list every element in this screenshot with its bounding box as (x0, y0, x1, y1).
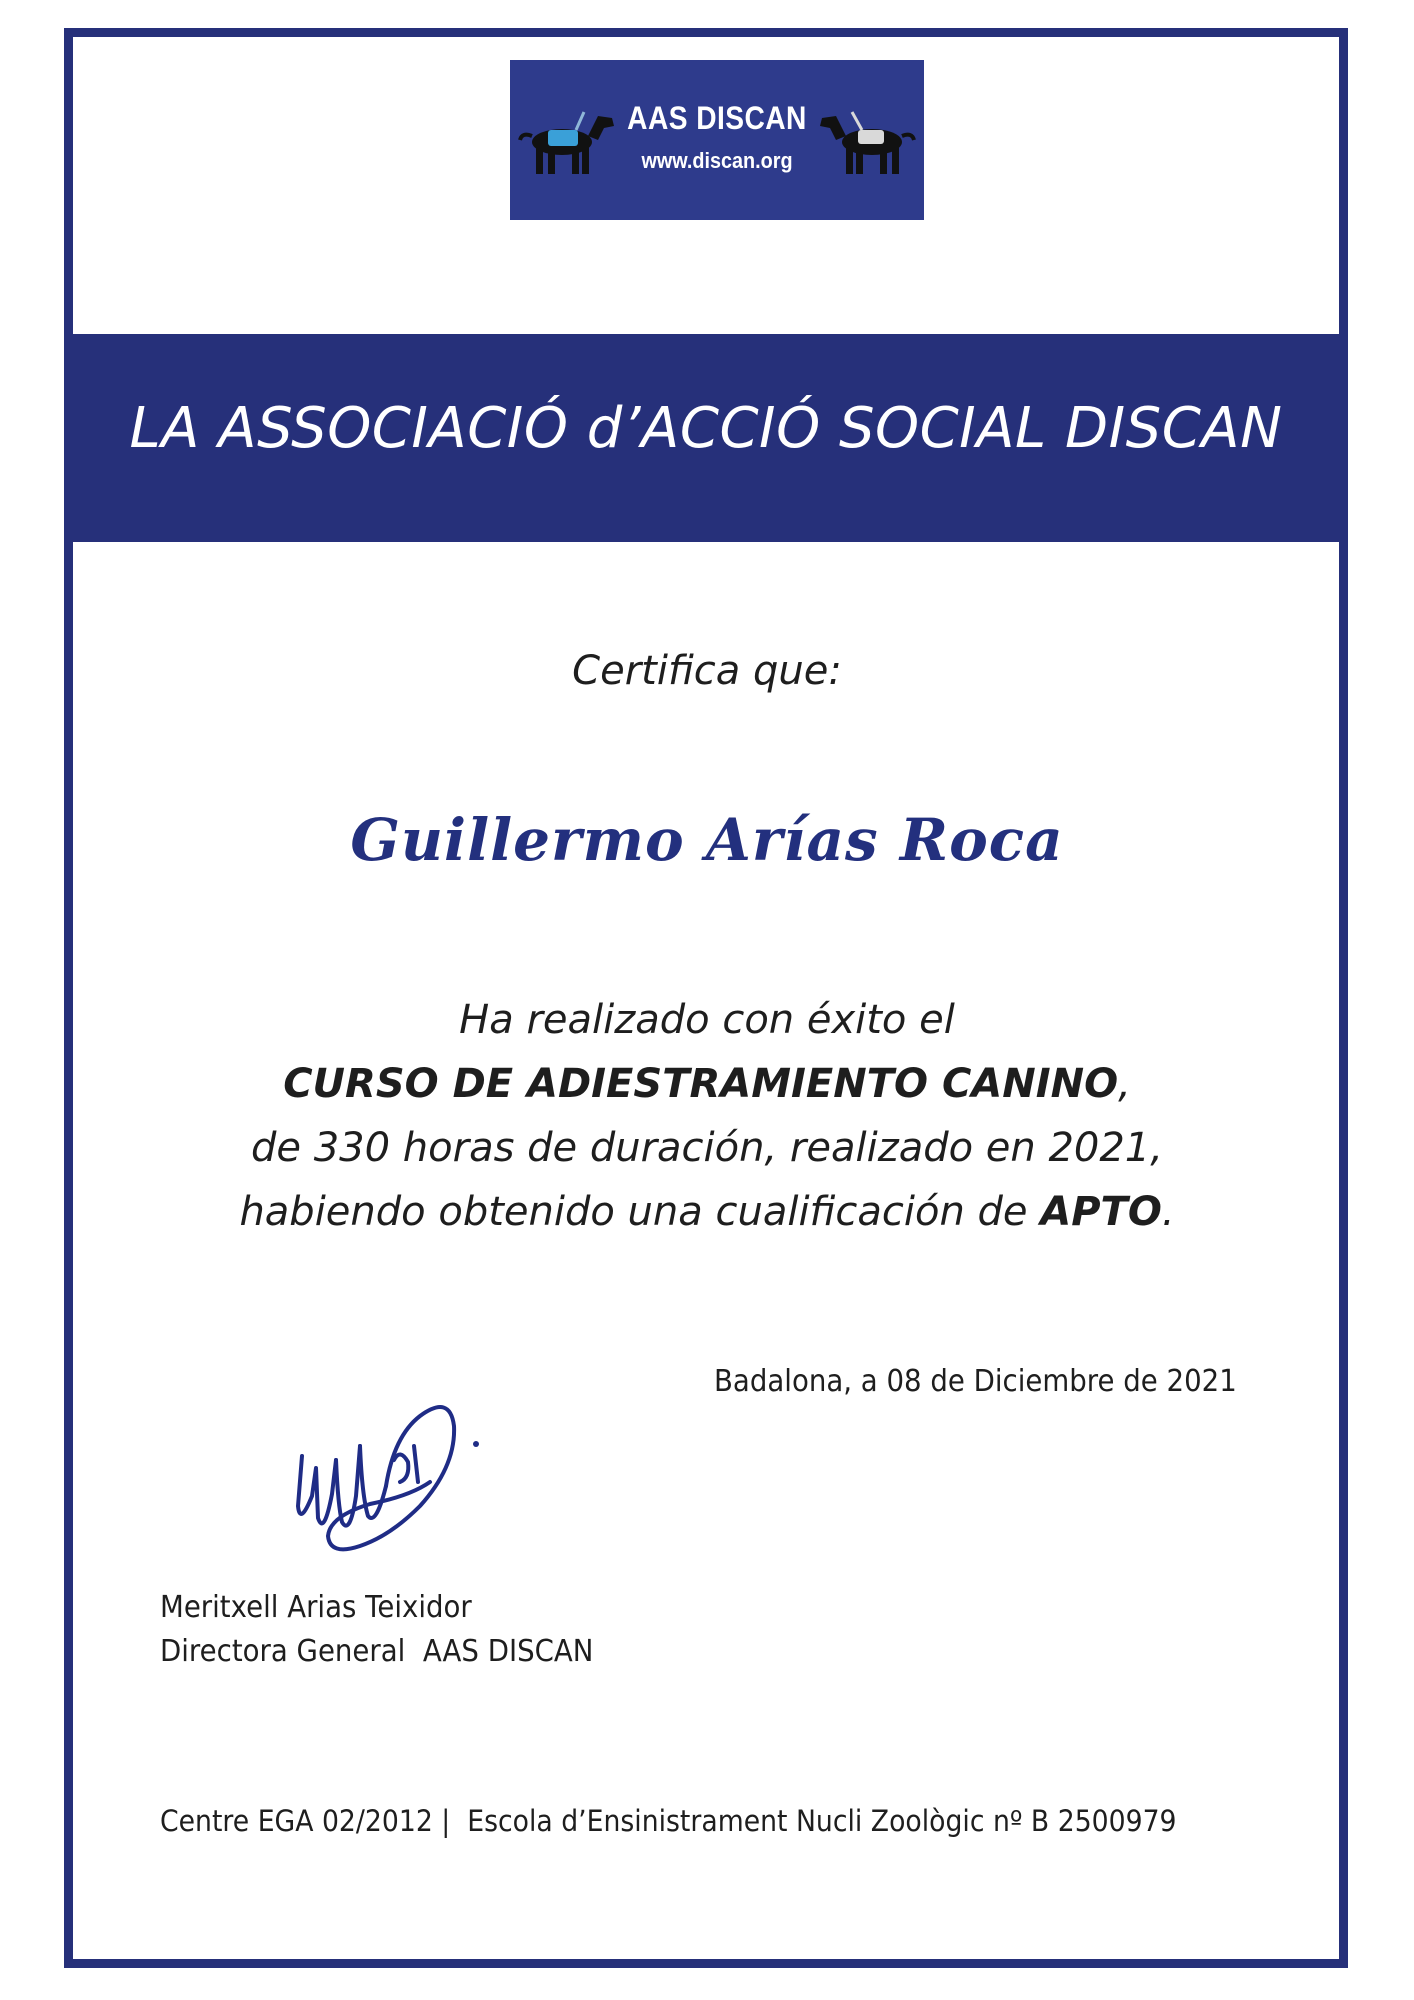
course-name: CURSO DE ADIESTRAMIENTO CANINO (283, 1061, 1119, 1107)
discan-logo (510, 60, 924, 220)
qualification-prefix: habiendo obtenido una cualificación de (239, 1189, 1041, 1235)
date-line: Badalona, a 08 de Diciembre de 2021 (714, 1364, 1237, 1399)
course-comma: , (1118, 1061, 1131, 1107)
signer-name: Meritxell Arias Teixidor (160, 1590, 472, 1625)
certifica-intro: Certifica que: (572, 648, 842, 694)
handwritten-signature (290, 1386, 490, 1566)
body-line-1: Ha realizado con éxito el (459, 997, 955, 1043)
certificate-body (0, 988, 1414, 1244)
body-line-2 (0, 1052, 1414, 1116)
qualification-value: APTO (1040, 1189, 1162, 1235)
banner-title: LA ASSOCIACIÓ d’ACCIÓ SOCIAL DISCAN (129, 396, 1283, 461)
qualification-suffix: . (1161, 1189, 1175, 1235)
body-line-3: de 330 horas de duración, realizado en 2021, (251, 1125, 1163, 1171)
guide-dog-icon (818, 102, 916, 178)
signer-block (160, 1586, 593, 1674)
body-line-4 (0, 1180, 1414, 1244)
footer-registration: Centre EGA 02/2012 | Escola d’Ensinistrament Nucli Zoològic nº B 2500979 (160, 1804, 1177, 1838)
recipient-name: Guillermo Arías Roca (350, 806, 1064, 874)
logo-url: www.discan.org (641, 148, 793, 173)
title-banner (64, 334, 1348, 542)
logo-title: AAS DISCAN (627, 100, 807, 136)
signer-role: Directora General AAS DISCAN (160, 1634, 594, 1669)
